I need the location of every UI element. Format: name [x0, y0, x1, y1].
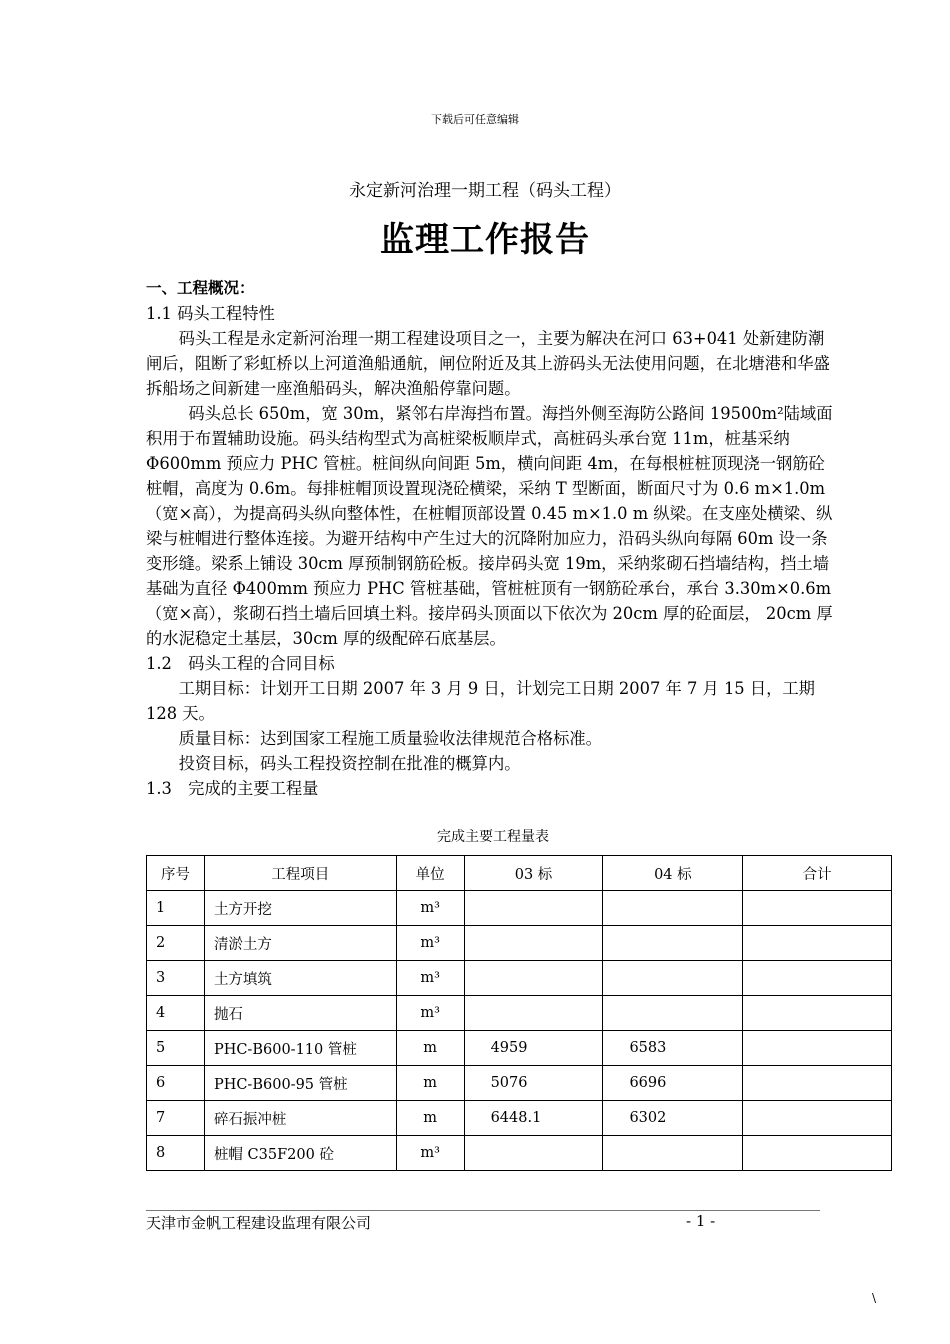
- section-1-1-heading: 1.1 码头工程特性: [146, 304, 275, 323]
- row-section-03: 5076: [464, 1066, 603, 1101]
- row-unit: m³: [396, 891, 464, 926]
- row-section-04: 6302: [603, 1101, 743, 1136]
- row-index: 7: [147, 1101, 205, 1136]
- row-item: 桩帽 C35F200 砼: [204, 1136, 396, 1171]
- row-section-03: 6448.1: [464, 1101, 603, 1136]
- table-row: [147, 996, 892, 1031]
- header-cell-section-04: 04 标: [603, 856, 743, 891]
- row-unit: m: [396, 1101, 464, 1136]
- page-number: - 1 -: [686, 1212, 716, 1230]
- corner-mark: \: [872, 1291, 877, 1305]
- row-total: [743, 1101, 892, 1136]
- footer-company-name: 天津市金帆工程建设监理有限公司: [146, 1214, 372, 1232]
- row-total: [743, 926, 892, 961]
- row-item: 抛石: [204, 996, 396, 1031]
- row-total: [743, 961, 892, 996]
- row-section-03: [464, 1136, 603, 1171]
- watermark-text: 下载后可任意编辑: [431, 113, 519, 126]
- section-1-heading: 一、工程概况：: [146, 279, 255, 297]
- header-cell-total: 合计: [743, 856, 892, 891]
- document-title: 监理工作报告: [380, 220, 590, 260]
- table-row: [147, 1101, 892, 1136]
- row-total: [743, 1031, 892, 1066]
- table-row: [147, 1066, 892, 1101]
- section-1-1-paragraph-2: 码头总长 650m，宽 30m，紧邻右岸海挡布置。海挡外侧至海防公路间 19500m²陆域面积用于布置辅助设施。码头结构型式为高桩梁板顺岸式，高桩码头承台宽 11m，桩基采纳 Φ600mm 预应力 PHC 管桩。桩间纵向间距 5m，横向间距 4m，在每根桩桩顶现浇一钢筋砼桩帽，高度为 0.6m。每排桩帽顶设置现浇砼横梁，采纳 T 型断面，断面尺寸为 0.6 m×1.0m（宽×高），为提高码头纵向整体性，在桩帽顶部设置 0.45 m×1.0 m 纵梁。在支座处横梁、纵梁与桩帽进行整体连接。为避开结构中产生过大的沉降附加应力，沿码头纵向每隔 60m 设一条变形缝。梁系上铺设 30cm 厚预制钢筋砼板。接岸码头宽 19m，采纳浆砌石挡墙结构，挡土墙基础为直径 Φ400mm 预应力 PHC 管桩基础，管桩桩顶有一钢筋砼承台，承台 3.30m×0.6m（宽×高），浆砌石挡土墙后回填土料。接岸码头顶面以下依次为 20cm 厚的砼面层， 20cm 厚的水泥稳定土基层，30cm 厚的级配碎石底基层。: [146, 404, 833, 648]
- row-section-03: [464, 891, 603, 926]
- quantities-table: [146, 855, 892, 1171]
- row-section-03: 4959: [464, 1031, 603, 1066]
- row-item: 土方开挖: [204, 891, 396, 926]
- row-section-04: 6696: [603, 1066, 743, 1101]
- row-item: 碎石振冲桩: [204, 1101, 396, 1136]
- row-unit: m³: [396, 961, 464, 996]
- row-index: 3: [147, 961, 205, 996]
- row-index: 1: [147, 891, 205, 926]
- table-row: [147, 961, 892, 996]
- row-section-04: [603, 1136, 743, 1171]
- row-total: [743, 891, 892, 926]
- row-item: PHC-B600-95 管桩: [204, 1066, 396, 1101]
- row-section-03: [464, 961, 603, 996]
- row-section-04: [603, 961, 743, 996]
- row-section-03: [464, 996, 603, 1031]
- header-cell-index: 序号: [147, 856, 205, 891]
- section-1-3-heading: 1.3 完成的主要工程量: [146, 779, 319, 798]
- header-cell-item: 工程项目: [204, 856, 396, 891]
- row-item: 土方填筑: [204, 961, 396, 996]
- section-1-2-paragraph-1: 工期目标：计划开工日期 2007 年 3 月 9 日，计划完工日期 2007 年 7 月 15 日，工期 128 天。: [146, 679, 815, 723]
- report-body: [146, 276, 836, 801]
- table-row: [147, 1031, 892, 1066]
- table-caption: 完成主要工程量表: [437, 829, 549, 845]
- row-section-04: [603, 891, 743, 926]
- row-index: 8: [147, 1136, 205, 1171]
- row-total: [743, 1136, 892, 1171]
- row-unit: m³: [396, 996, 464, 1031]
- table-header-row: [147, 856, 892, 891]
- row-unit: m³: [396, 1136, 464, 1171]
- row-unit: m³: [396, 926, 464, 961]
- row-index: 4: [147, 996, 205, 1031]
- section-1-2-paragraph-2: 质量目标：达到国家工程施工质量验收法律规范合格标准。: [178, 729, 602, 748]
- row-index: 5: [147, 1031, 205, 1066]
- section-1-2-heading: 1.2 码头工程的合同目标: [146, 654, 335, 673]
- table-row: [147, 891, 892, 926]
- row-unit: m: [396, 1031, 464, 1066]
- row-total: [743, 1066, 892, 1101]
- row-section-03: [464, 926, 603, 961]
- row-total: [743, 996, 892, 1031]
- row-index: 2: [147, 926, 205, 961]
- row-section-04: 6583: [603, 1031, 743, 1066]
- table-row: [147, 1136, 892, 1171]
- header-cell-unit: 单位: [396, 856, 464, 891]
- row-index: 6: [147, 1066, 205, 1101]
- footer-divider: [146, 1210, 820, 1211]
- section-1-1-paragraph-1: 码头工程是永定新河治理一期工程建设项目之一，主要为解决在河口 63+041 处新建防潮闸后，阻断了彩虹桥以上河道渔船通航，闸位附近及其上游码头无法使用问题，在北塘港和华盛拆船场之间新建一座渔船码头，解决渔船停靠问题。: [146, 329, 830, 398]
- row-section-04: [603, 926, 743, 961]
- section-1-2-paragraph-3: 投资目标，码头工程投资控制在批准的概算内。: [178, 754, 521, 773]
- header-cell-section-03: 03 标: [464, 856, 603, 891]
- row-section-04: [603, 996, 743, 1031]
- row-item: PHC-B600-110 管桩: [204, 1031, 396, 1066]
- row-item: 清淤土方: [204, 926, 396, 961]
- document-subtitle: 永定新河治理一期工程（码头工程）: [349, 181, 621, 201]
- row-unit: m: [396, 1066, 464, 1101]
- table-row: [147, 926, 892, 961]
